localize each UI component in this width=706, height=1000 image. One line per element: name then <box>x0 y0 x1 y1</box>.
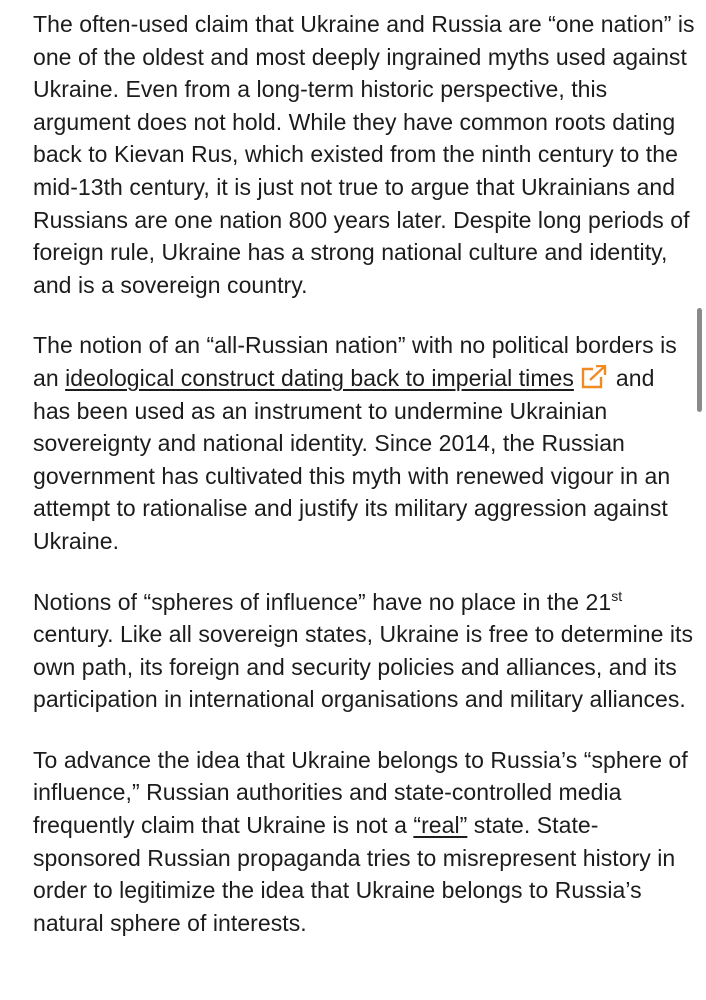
article-body <box>33 8 698 967</box>
link-text: “real” <box>413 812 468 839</box>
ideological-construct-link[interactable] <box>65 365 616 391</box>
paragraph-spheres-of-influence <box>33 586 698 716</box>
paragraph-text: To advance the idea that Ukraine belongs to Russia’s “sphere of influence,” Russian authorities and state-controlled media frequently claim that Ukraine is not a <box>33 746 688 839</box>
external-link-icon[interactable] <box>580 365 608 389</box>
paragraph-text: and has been used as an instrument to undermine Ukrainian sovereignty and national identity. Since 2014, the Russian government has cultivated this myth with renewed vigour in an attempt to rationalise and justify its military aggression against Ukraine. <box>33 364 671 554</box>
paragraph-text: century. Like all sovereign states, Ukraine is free to determine its own path, its foreign and security policies and alliances, and its participation in international organisations and military alliances. <box>33 621 694 713</box>
paragraph-not-real-state <box>33 744 698 940</box>
paragraph-text: state. State-sponsored Russian propaganda tries to misrepresent history in order to legitimize the idea that Ukraine belongs to Russia’s natural sphere of interests. <box>33 812 676 936</box>
paragraph-text: The notion of an “all-Russian nation” with no political borders is an <box>33 332 677 391</box>
paragraph-all-russian-nation <box>33 329 698 557</box>
link-text: ideological construct dating back to imperial times <box>65 364 574 391</box>
real-state-link[interactable] <box>413 812 467 838</box>
paragraph-text: The often-used claim that Ukraine and Russia are “one nation” is one of the oldest and most deeply ingrained myths used against Ukraine. Even from a long-term historic perspective, this argument does not hold. While they have common roots dating back to Kievan Rus, which existed from the ninth century to the mid-13th century, it is just not true to argue that Ukrainians and Russians are one nation 800 years later. Despite long periods of foreign rule, Ukraine has a strong national culture and identity, and is a sovereign country. <box>33 11 695 298</box>
scrollbar-thumb[interactable] <box>697 308 702 412</box>
paragraph-text: Notions of “spheres of influence” have no place in the 21 <box>33 588 612 615</box>
ordinal-superscript: st <box>611 587 623 604</box>
paragraph-one-nation-myth <box>33 8 698 301</box>
